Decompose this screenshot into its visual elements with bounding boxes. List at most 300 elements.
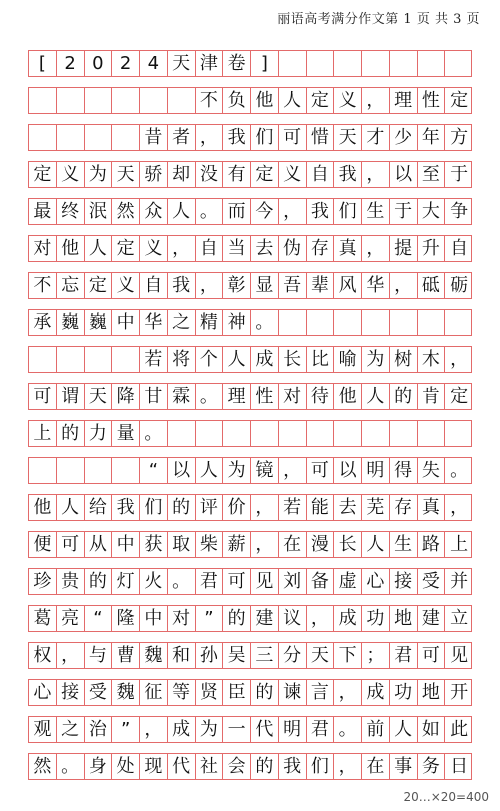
grid-cell: 2 <box>112 51 140 76</box>
grid-cell <box>307 310 335 335</box>
grid-cell: 上 <box>450 533 469 555</box>
essay-line <box>28 679 472 706</box>
grid-cell: 他 <box>334 384 362 409</box>
grid-cell: 对 <box>29 236 57 261</box>
grid-cell <box>445 310 473 335</box>
essay-line <box>28 87 472 114</box>
essay-line <box>28 50 472 77</box>
grid-cell: 人 <box>362 384 390 409</box>
grid-cell: 长 <box>334 532 362 557</box>
grid-cell <box>29 347 57 372</box>
grid-cell: ， <box>251 495 279 520</box>
grid-cell: 伪 <box>279 236 307 261</box>
grid-cell: 路 <box>418 532 446 557</box>
grid-cell: 者 <box>168 125 196 150</box>
grid-cell: 天 <box>307 643 335 668</box>
grid-cell: 开 <box>450 681 469 703</box>
grid-cell: 自 <box>450 237 469 259</box>
grid-cell: 议 <box>279 606 307 631</box>
grid-cell: 魏 <box>140 643 168 668</box>
grid-cell: “ <box>140 458 168 483</box>
essay-grid <box>28 50 472 790</box>
grid-cell: ， <box>450 348 469 370</box>
grid-cell <box>362 51 390 76</box>
grid-cell: 对 <box>279 384 307 409</box>
grid-cell: 社 <box>196 754 224 779</box>
essay-line <box>28 605 472 632</box>
grid-cell: 显 <box>251 273 279 298</box>
grid-cell: 受 <box>85 680 113 705</box>
essay-line <box>28 161 472 188</box>
grid-cell: 镜 <box>251 458 279 483</box>
grid-cell: 人 <box>85 236 113 261</box>
grid-cell: 木 <box>418 347 446 372</box>
grid-cell: 。 <box>196 199 224 224</box>
grid-cell: ， <box>251 532 279 557</box>
grid-cell: 天 <box>85 384 113 409</box>
grid-cell: 然 <box>112 199 140 224</box>
grid-cell <box>279 51 307 76</box>
grid-cell: 魏 <box>112 680 140 705</box>
grid-cell <box>418 421 446 446</box>
grid-cell: 功 <box>362 606 390 631</box>
grid-cell: ， <box>450 496 469 518</box>
grid-cell: 吴 <box>223 643 251 668</box>
grid-cell: 。 <box>140 421 168 446</box>
grid-cell <box>334 421 362 446</box>
grid-cell: ， <box>362 236 390 261</box>
grid-cell: 言 <box>307 680 335 705</box>
grid-cell <box>334 310 362 335</box>
grid-cell: 。 <box>168 569 196 594</box>
grid-cell: 砺 <box>450 274 469 296</box>
grid-cell: 之 <box>57 717 85 742</box>
grid-cell: 定 <box>450 385 469 407</box>
grid-cell: 人 <box>390 717 418 742</box>
grid-cell: 卷 <box>223 51 251 76</box>
grid-cell: 不 <box>196 88 224 113</box>
grid-cell: 定 <box>85 273 113 298</box>
grid-cell <box>279 310 307 335</box>
grid-cell: 定 <box>251 162 279 187</box>
grid-cell: 惜 <box>307 125 335 150</box>
grid-cell <box>140 88 168 113</box>
grid-cell: ， <box>196 125 224 150</box>
grid-cell: ” <box>112 717 140 742</box>
grid-cell: 为 <box>362 347 390 372</box>
grid-cell: 贤 <box>196 680 224 705</box>
grid-cell: 三 <box>251 643 279 668</box>
grid-cell: 珍 <box>29 569 57 594</box>
grid-cell: ， <box>279 458 307 483</box>
grid-cell: 霖 <box>168 384 196 409</box>
grid-cell: 我 <box>223 125 251 150</box>
grid-cell <box>112 458 140 483</box>
grid-cell <box>112 88 140 113</box>
grid-cell: 甘 <box>140 384 168 409</box>
grid-cell: 承 <box>29 310 57 335</box>
grid-cell: 骄 <box>140 162 168 187</box>
grid-cell: 中 <box>112 532 140 557</box>
grid-cell: 为 <box>196 717 224 742</box>
grid-cell: 树 <box>390 347 418 372</box>
grid-cell: 定 <box>112 236 140 261</box>
grid-cell: 灯 <box>112 569 140 594</box>
grid-cell <box>418 310 446 335</box>
grid-cell: 争 <box>450 200 469 222</box>
grid-cell: 2 <box>57 51 85 76</box>
grid-cell: 隆 <box>112 606 140 631</box>
grid-cell: 谏 <box>279 680 307 705</box>
grid-cell: 才 <box>362 125 390 150</box>
grid-cell: 精 <box>196 310 224 335</box>
page-header: 丽语高考满分作文第 1 页 共 3 页 <box>277 12 480 27</box>
grid-cell: 的 <box>390 384 418 409</box>
grid-cell: 接 <box>57 680 85 705</box>
grid-cell: 君 <box>307 717 335 742</box>
essay-line <box>28 420 472 447</box>
grid-cell: 的 <box>57 421 85 446</box>
grid-cell: 等 <box>168 680 196 705</box>
grid-cell: 们 <box>307 754 335 779</box>
grid-cell: ， <box>362 162 390 187</box>
grid-cell: 便 <box>29 532 57 557</box>
grid-cell: ] <box>251 51 279 76</box>
grid-cell <box>362 310 390 335</box>
grid-cell: 将 <box>168 347 196 372</box>
grid-cell: 比 <box>307 347 335 372</box>
grid-cell: 存 <box>307 236 335 261</box>
grid-cell: 降 <box>112 384 140 409</box>
grid-cell: 去 <box>334 495 362 520</box>
grid-cell: 我 <box>307 199 335 224</box>
grid-cell: 人 <box>223 347 251 372</box>
grid-cell: 与 <box>85 643 113 668</box>
grid-cell: 身 <box>85 754 113 779</box>
grid-cell: 吾 <box>279 273 307 298</box>
grid-cell: 。 <box>196 384 224 409</box>
grid-cell: 薪 <box>223 532 251 557</box>
grid-cell: 真 <box>418 495 446 520</box>
grid-cell: 我 <box>334 162 362 187</box>
grid-cell: 性 <box>418 88 446 113</box>
grid-cell: 的 <box>223 606 251 631</box>
grid-cell: 权 <box>29 643 57 668</box>
grid-cell: 个 <box>196 347 224 372</box>
grid-cell: 取 <box>168 532 196 557</box>
grid-cell <box>251 421 279 446</box>
grid-cell <box>168 88 196 113</box>
grid-cell <box>85 347 113 372</box>
grid-cell: 君 <box>196 569 224 594</box>
grid-cell: 葛 <box>29 606 57 631</box>
grid-cell: 刘 <box>279 569 307 594</box>
grid-cell: 自 <box>140 273 168 298</box>
grid-cell: 今 <box>251 199 279 224</box>
grid-cell: 虚 <box>334 569 362 594</box>
grid-cell: 心 <box>29 680 57 705</box>
grid-cell: 定 <box>307 88 335 113</box>
grid-cell: ， <box>279 199 307 224</box>
grid-cell: 若 <box>279 495 307 520</box>
grid-cell: 力 <box>85 421 113 446</box>
grid-cell <box>57 88 85 113</box>
grid-cell: 见 <box>450 644 469 666</box>
grid-cell <box>112 125 140 150</box>
grid-cell: 曹 <box>112 643 140 668</box>
grid-cell <box>85 88 113 113</box>
grid-cell: 理 <box>223 384 251 409</box>
grid-cell: 接 <box>390 569 418 594</box>
grid-cell <box>279 421 307 446</box>
grid-cell: 天 <box>334 125 362 150</box>
grid-cell: 升 <box>418 236 446 261</box>
grid-cell: 。 <box>450 459 469 481</box>
grid-cell: 们 <box>251 125 279 150</box>
grid-cell: 治 <box>85 717 113 742</box>
essay-line <box>28 272 472 299</box>
grid-cell: 彰 <box>223 273 251 298</box>
grid-cell: ， <box>196 273 224 298</box>
grid-cell: 们 <box>140 495 168 520</box>
grid-cell: 量 <box>112 421 140 446</box>
grid-cell: ； <box>362 643 390 668</box>
grid-cell: 他 <box>57 236 85 261</box>
grid-cell: 观 <box>29 717 57 742</box>
grid-cell: 。 <box>334 717 362 742</box>
grid-cell: ， <box>334 680 362 705</box>
grid-cell: 事 <box>390 754 418 779</box>
grid-cell: 成 <box>251 347 279 372</box>
grid-cell <box>196 421 224 446</box>
grid-cell: 处 <box>112 754 140 779</box>
grid-cell: 大 <box>418 199 446 224</box>
grid-cell: 成 <box>362 680 390 705</box>
grid-cell: 得 <box>390 458 418 483</box>
grid-cell <box>390 51 418 76</box>
grid-cell: 华 <box>362 273 390 298</box>
grid-cell: 忘 <box>57 273 85 298</box>
grid-cell: 人 <box>279 88 307 113</box>
grid-cell: 4 <box>140 51 168 76</box>
grid-cell: 生 <box>362 199 390 224</box>
grid-cell: 芜 <box>362 495 390 520</box>
grid-cell: 人 <box>168 199 196 224</box>
grid-cell: 明 <box>279 717 307 742</box>
grid-cell: 贵 <box>57 569 85 594</box>
grid-cell: 受 <box>418 569 446 594</box>
grid-cell: ， <box>362 88 390 113</box>
grid-cell: 砥 <box>418 273 446 298</box>
grid-cell: 于 <box>390 199 418 224</box>
grid-cell: 会 <box>223 754 251 779</box>
grid-cell: 年 <box>418 125 446 150</box>
grid-cell: 天 <box>168 51 196 76</box>
grid-cell: 华 <box>140 310 168 335</box>
grid-cell: 的 <box>251 680 279 705</box>
grid-cell: 人 <box>362 532 390 557</box>
grid-cell: 在 <box>362 754 390 779</box>
grid-cell: 上 <box>29 421 57 446</box>
grid-cell: 去 <box>251 236 279 261</box>
grid-cell: 义 <box>57 162 85 187</box>
grid-cell <box>445 51 473 76</box>
grid-cell <box>223 421 251 446</box>
grid-cell: 生 <box>390 532 418 557</box>
grid-cell: 代 <box>168 754 196 779</box>
grid-cell: 明 <box>362 458 390 483</box>
grid-cell: 成 <box>334 606 362 631</box>
grid-cell: 方 <box>450 126 469 148</box>
grid-cell: 最 <box>29 199 57 224</box>
grid-cell: 定 <box>450 89 469 111</box>
grid-cell: 负 <box>223 88 251 113</box>
grid-cell: 众 <box>140 199 168 224</box>
grid-cell: 分 <box>279 643 307 668</box>
grid-cell <box>307 51 335 76</box>
essay-line <box>28 753 472 780</box>
grid-cell: 风 <box>334 273 362 298</box>
grid-cell: 如 <box>418 717 446 742</box>
grid-cell <box>57 347 85 372</box>
grid-cell: 真 <box>334 236 362 261</box>
grid-cell: ， <box>334 754 362 779</box>
grid-cell: 巍 <box>85 310 113 335</box>
grid-cell: 我 <box>279 754 307 779</box>
essay-line <box>28 309 472 336</box>
grid-cell: 为 <box>85 162 113 187</box>
grid-cell: 日 <box>450 755 469 777</box>
grid-cell: 0 <box>85 51 113 76</box>
grid-cell: 建 <box>251 606 279 631</box>
essay-line <box>28 716 472 743</box>
grid-cell: 。 <box>57 754 85 779</box>
grid-cell: 见 <box>251 569 279 594</box>
grid-cell: 备 <box>307 569 335 594</box>
grid-cell: 和 <box>168 643 196 668</box>
grid-cell: 自 <box>196 236 224 261</box>
page-footer: 20…×20=400 <box>400 789 492 805</box>
grid-cell: 义 <box>140 236 168 261</box>
grid-cell: 价 <box>223 495 251 520</box>
essay-line <box>28 383 472 410</box>
grid-cell: 君 <box>390 643 418 668</box>
grid-cell: 之 <box>168 310 196 335</box>
grid-cell: 待 <box>307 384 335 409</box>
grid-cell <box>29 88 57 113</box>
grid-cell: 长 <box>279 347 307 372</box>
grid-cell: 泯 <box>85 199 113 224</box>
grid-cell: 若 <box>140 347 168 372</box>
grid-cell: 功 <box>390 680 418 705</box>
grid-cell: 地 <box>418 680 446 705</box>
grid-cell <box>445 421 473 446</box>
grid-cell: 可 <box>307 458 335 483</box>
grid-cell <box>29 458 57 483</box>
grid-cell: 的 <box>251 754 279 779</box>
grid-cell: 谓 <box>57 384 85 409</box>
grid-cell <box>362 421 390 446</box>
grid-cell <box>390 421 418 446</box>
grid-cell: “ <box>85 606 113 631</box>
grid-cell: 而 <box>223 199 251 224</box>
grid-cell: 提 <box>390 236 418 261</box>
grid-cell: 现 <box>140 754 168 779</box>
grid-cell: [ <box>29 51 57 76</box>
grid-cell: ， <box>168 236 196 261</box>
essay-line <box>28 568 472 595</box>
grid-cell: 没 <box>196 162 224 187</box>
essay-line <box>28 642 472 669</box>
grid-cell: 义 <box>334 88 362 113</box>
grid-cell: 不 <box>29 273 57 298</box>
grid-cell: 可 <box>418 643 446 668</box>
grid-cell: 前 <box>362 717 390 742</box>
grid-cell: 义 <box>279 162 307 187</box>
grid-cell: 可 <box>29 384 57 409</box>
grid-cell: 人 <box>196 458 224 483</box>
grid-cell: 心 <box>362 569 390 594</box>
grid-cell: 有 <box>223 162 251 187</box>
grid-cell: 。 <box>251 310 279 335</box>
grid-cell: 巍 <box>57 310 85 335</box>
grid-cell: 务 <box>418 754 446 779</box>
grid-cell: 他 <box>251 88 279 113</box>
grid-cell: 火 <box>140 569 168 594</box>
essay-line <box>28 494 472 521</box>
grid-cell: 可 <box>223 569 251 594</box>
grid-cell: 终 <box>57 199 85 224</box>
essay-line <box>28 457 472 484</box>
grid-cell: 柴 <box>196 532 224 557</box>
grid-cell: 给 <box>85 495 113 520</box>
grid-cell: 臣 <box>223 680 251 705</box>
grid-cell: 性 <box>251 384 279 409</box>
essay-line <box>28 235 472 262</box>
grid-cell: 可 <box>57 532 85 557</box>
grid-cell: 下 <box>334 643 362 668</box>
grid-cell: 们 <box>334 199 362 224</box>
grid-cell: 我 <box>168 273 196 298</box>
grid-cell: 津 <box>196 51 224 76</box>
grid-cell <box>418 51 446 76</box>
grid-cell: 在 <box>279 532 307 557</box>
grid-cell: 地 <box>390 606 418 631</box>
grid-cell <box>57 458 85 483</box>
grid-cell: 以 <box>390 162 418 187</box>
grid-cell: 成 <box>168 717 196 742</box>
grid-cell: 定 <box>29 162 57 187</box>
grid-cell: 神 <box>223 310 251 335</box>
grid-cell: 自 <box>307 162 335 187</box>
grid-cell <box>57 125 85 150</box>
grid-cell: 我 <box>112 495 140 520</box>
grid-cell: ， <box>307 606 335 631</box>
grid-cell: 喻 <box>334 347 362 372</box>
grid-cell <box>307 421 335 446</box>
grid-cell: ” <box>196 606 224 631</box>
grid-cell: ， <box>390 273 418 298</box>
grid-cell: 少 <box>390 125 418 150</box>
grid-cell: 他 <box>29 495 57 520</box>
grid-cell: 并 <box>450 570 469 592</box>
grid-cell: 征 <box>140 680 168 705</box>
grid-cell: 能 <box>307 495 335 520</box>
grid-cell <box>85 458 113 483</box>
grid-cell: 评 <box>196 495 224 520</box>
essay-line <box>28 531 472 558</box>
grid-cell: 的 <box>168 495 196 520</box>
